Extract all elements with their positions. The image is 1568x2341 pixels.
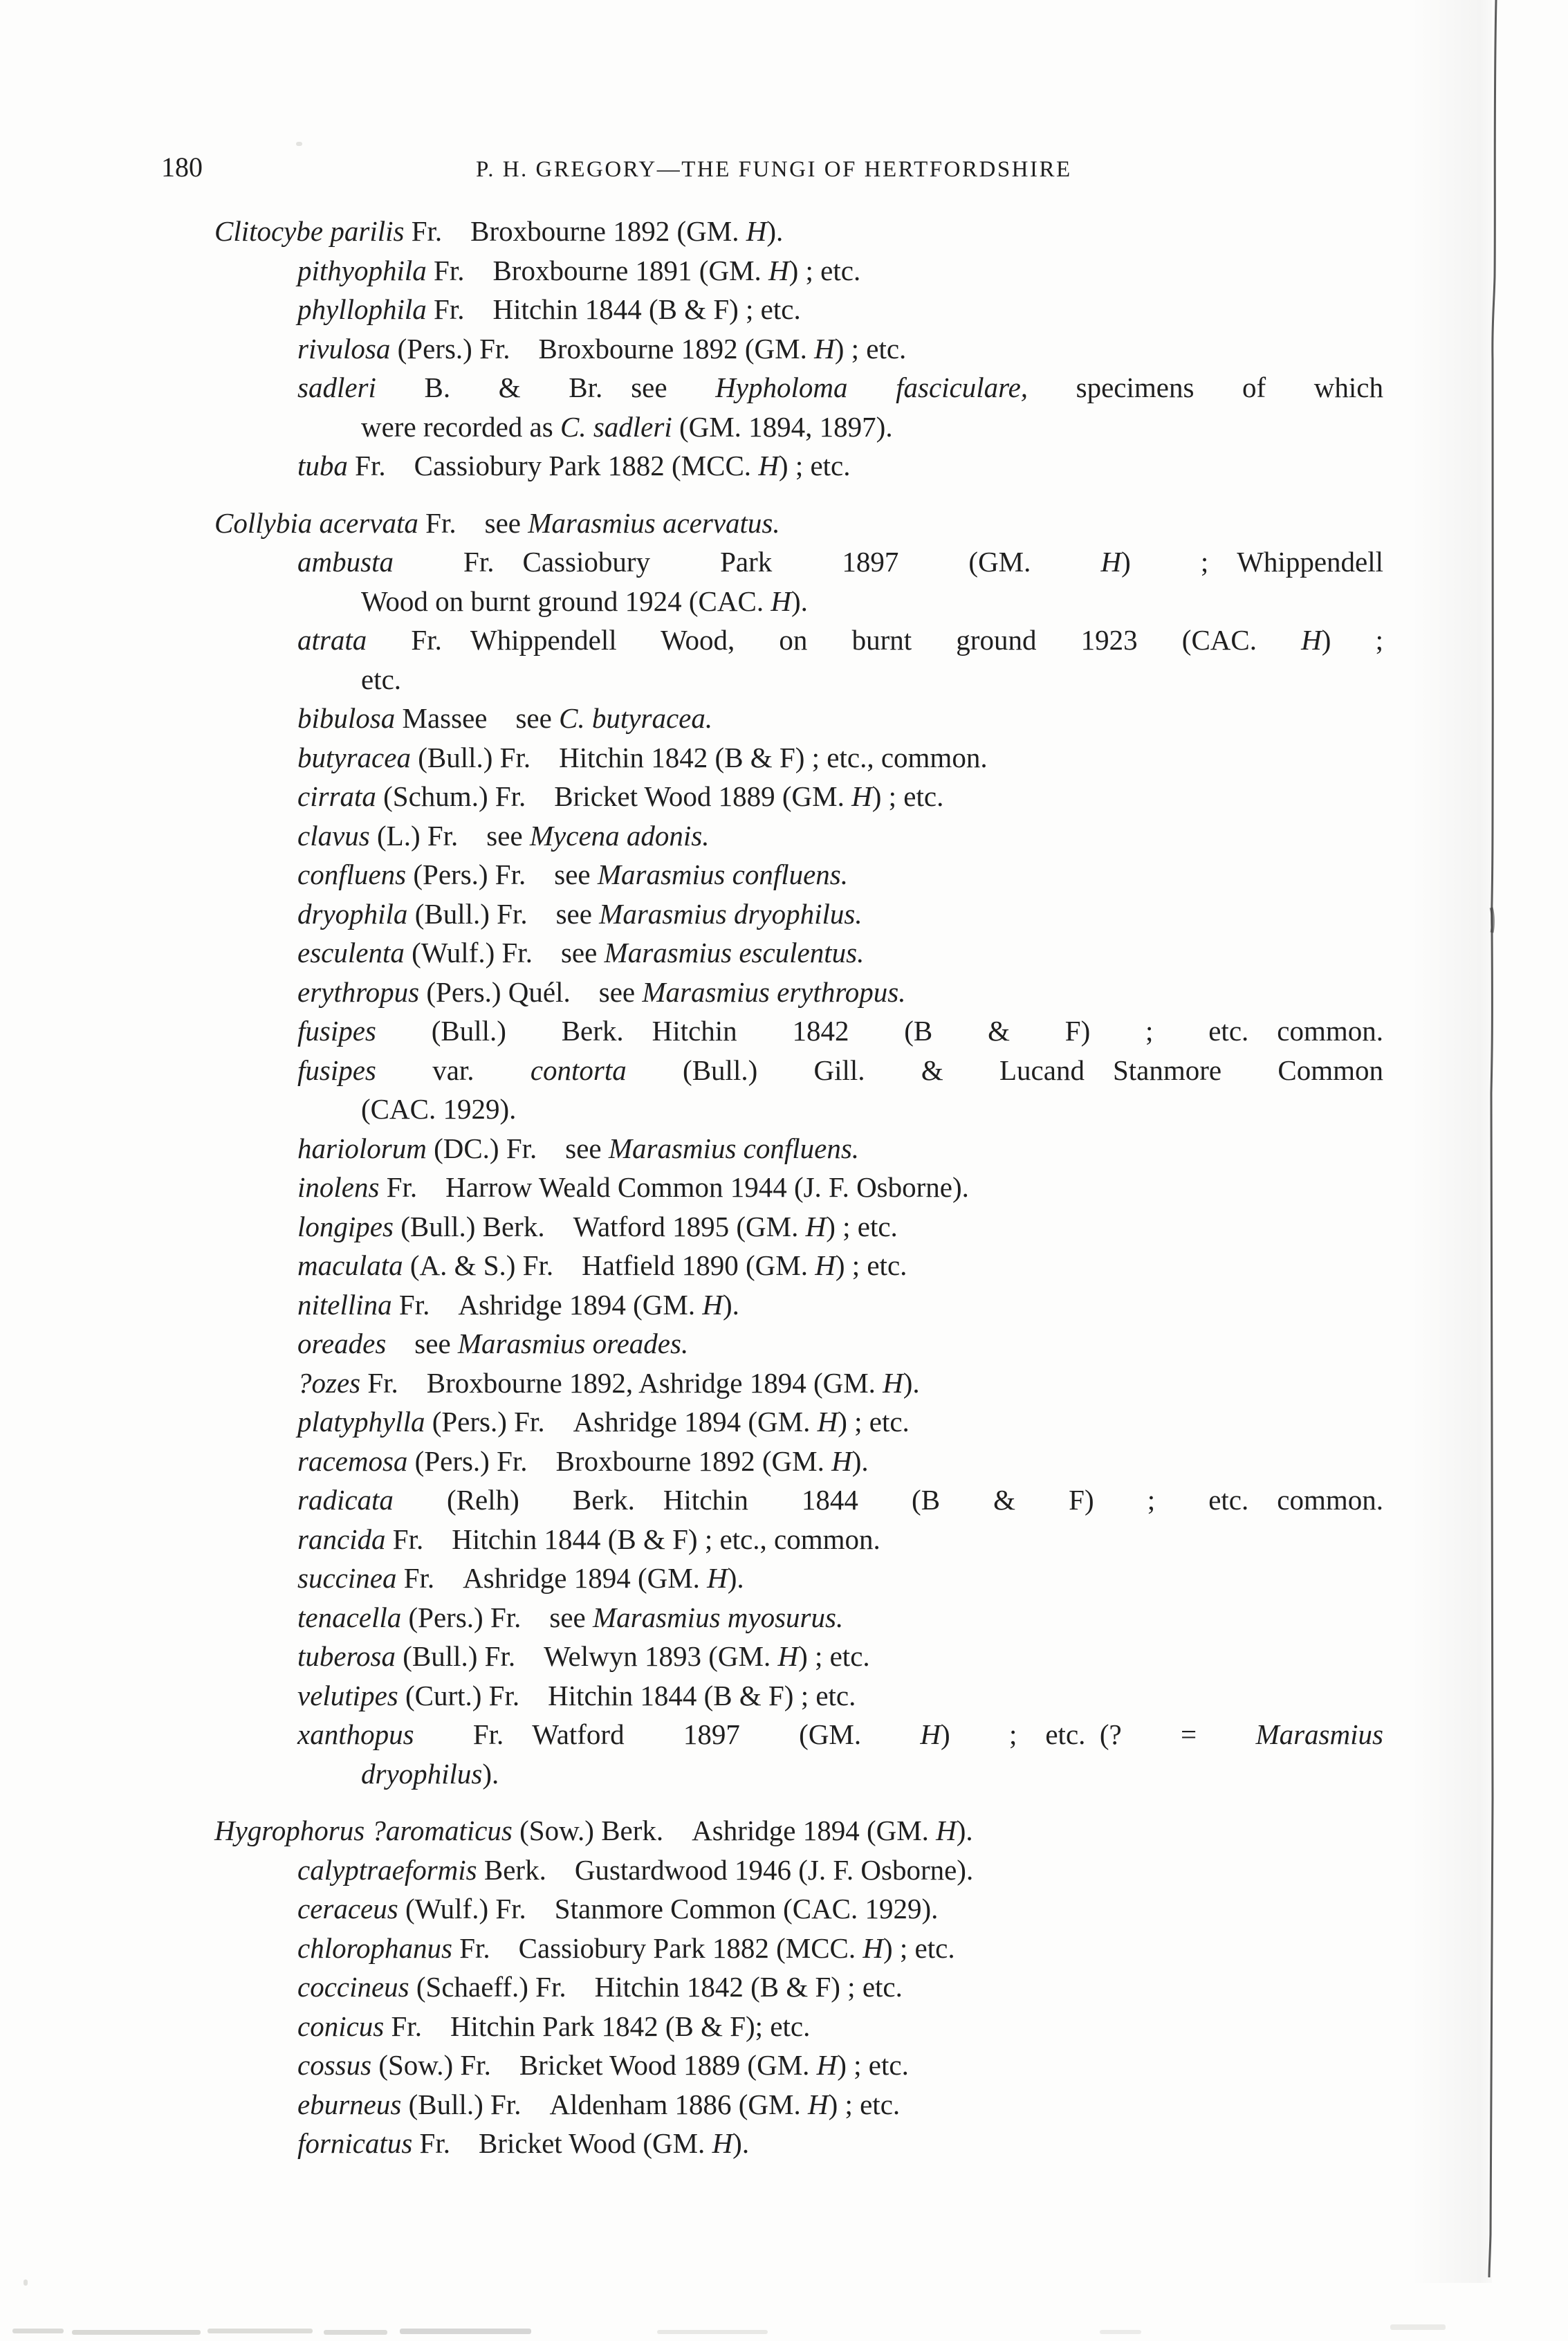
entry-line: oreades see Marasmius oreades. <box>297 1328 689 1359</box>
scan-smudge <box>12 2329 64 2333</box>
scan-smudge <box>657 2330 768 2334</box>
entry-line: phyllophila Fr. Hitchin 1844 (B & F) ; etc. <box>297 293 801 325</box>
entry-line: hariolorum (DC.) Fr. see Marasmius confluens. <box>297 1132 860 1164</box>
entry-line: pithyophila Fr. Broxbourne 1891 (GM. H) ; etc. <box>297 254 861 286</box>
entry-line: confluens (Pers.) Fr. see Marasmius confluens. <box>297 859 849 890</box>
scan-speck <box>296 142 302 146</box>
entry-line: sadleri B. & Br. see Hypholoma fasciculare, specimens of which <box>297 371 1383 403</box>
entry-line: Hygrophorus ?aromaticus (Sow.) Berk. Ashridge 1894 (GM. H). <box>214 1815 973 1846</box>
scan-speck <box>24 2279 28 2286</box>
scan-smudge <box>207 2329 313 2333</box>
entry-line: rancida Fr. Hitchin 1844 (B & F) ; etc., common. <box>297 1523 880 1555</box>
page-header <box>0 154 1568 188</box>
scan-smudge <box>1390 2324 1446 2330</box>
entry-line: tenacella (Pers.) Fr. see Marasmius myosurus. <box>297 1601 844 1633</box>
entry-line: coccineus (Schaeff.) Fr. Hitchin 1842 (B & F) ; etc. <box>297 1971 903 2003</box>
scan-smudge <box>72 2330 201 2335</box>
entry-line: platyphylla (Pers.) Fr. Ashridge 1894 (GM. H) ; etc. <box>297 1406 910 1438</box>
entry-line: conicus Fr. Hitchin Park 1842 (B & F); etc. <box>297 2010 811 2042</box>
entry-line: succinea Fr. Ashridge 1894 (GM. H). <box>297 1562 744 1594</box>
entry-line: calyptraeformis Berk. Gustardwood 1946 (J. F. Osborne). <box>297 1853 974 1886</box>
scan-smudge <box>1100 2330 1141 2334</box>
entry-line: nitellina Fr. Ashridge 1894 (GM. H). <box>297 1288 739 1321</box>
entry-line: cossus (Sow.) Fr. Bricket Wood 1889 (GM. H) ; etc. <box>297 2049 909 2081</box>
entries <box>214 212 1383 2163</box>
page-number: 180 <box>161 152 203 183</box>
running-title: P. H. GREGORY—THE FUNGI OF HERTFORDSHIRE <box>476 157 1072 182</box>
entry-line: dryophilus). <box>361 1757 499 1790</box>
entry-line: atrata Fr. Whippendell Wood, on burnt ground 1923 (CAC. H) ; <box>297 624 1383 656</box>
entry-line: maculata (A. & S.) Fr. Hatfield 1890 (GM. H) ; etc. <box>297 1249 907 1281</box>
entry-line: eburneus (Bull.) Fr. Aldenham 1886 (GM. H) ; etc. <box>297 2088 901 2120</box>
entry-line: xanthopus Fr. Watford 1897 (GM. H) ; etc. (? = Marasmius <box>297 1718 1383 1750</box>
entry-line: velutipes (Curt.) Fr. Hitchin 1844 (B & F) ; etc. <box>297 1679 856 1711</box>
entry-line: Collybia acervata Fr. see Marasmius acervatus. <box>214 506 780 539</box>
entry-line: radicata (Relh) Berk. Hitchin 1844 (B & F) ; etc. common. <box>297 1484 1383 1516</box>
entry-line: Clitocybe parilis Fr. Broxbourne 1892 (GM. H). <box>214 215 784 247</box>
entry-line: tuberosa (Bull.) Fr. Welwyn 1893 (GM. H) ; etc. <box>297 1640 870 1672</box>
entry-line: fusipes (Bull.) Berk. Hitchin 1842 (B & F) ; etc. common. <box>297 1015 1383 1047</box>
entry-line: were recorded as C. sadleri (GM. 1894, 1897). <box>361 410 893 443</box>
entry-line: ceraceus (Wulf.) Fr. Stanmore Common (CAC. 1929). <box>297 1893 939 1925</box>
scan-smudge <box>400 2329 531 2334</box>
entry-line: etc. <box>361 663 402 695</box>
entry-line: dryophila (Bull.) Fr. see Marasmius dryophilus. <box>297 897 863 930</box>
entry-line: fornicatus Fr. Bricket Wood (GM. H). <box>297 2127 750 2159</box>
entry-line: ?ozes Fr. Broxbourne 1892, Ashridge 1894 (GM. H). <box>297 1366 920 1399</box>
entry-line: cirrata (Schum.) Fr. Bricket Wood 1889 (GM. H) ; etc. <box>297 780 944 812</box>
page-edge-shadow <box>1411 0 1492 2283</box>
entry-line: inolens Fr. Harrow Weald Common 1944 (J. F. Osborne). <box>297 1171 969 1203</box>
entry-line: racemosa (Pers.) Fr. Broxbourne 1892 (GM. H). <box>297 1444 869 1477</box>
entry-line: ambusta Fr. Cassiobury Park 1897 (GM. H) ; Whippendell <box>297 546 1383 578</box>
entry-line: tuba Fr. Cassiobury Park 1882 (MCC. H) ; etc. <box>297 450 851 481</box>
species-section-hygrophorus <box>214 1811 1383 2163</box>
entry-line: Wood on burnt ground 1924 (CAC. H). <box>361 585 808 617</box>
entry-line: rivulosa (Pers.) Fr. Broxbourne 1892 (GM. H) ; etc. <box>297 332 907 365</box>
entry-line: erythropus (Pers.) Quél. see Marasmius erythropus. <box>297 975 906 1008</box>
entry-line: (CAC. 1929). <box>361 1093 517 1125</box>
entry-line: longipes (Bull.) Berk. Watford 1895 (GM. H) ; etc. <box>297 1210 898 1242</box>
entry-line: bibulosa Massee see C. butyracea. <box>297 702 713 734</box>
entry-line: clavus (L.) Fr. see Mycena adonis. <box>297 819 710 852</box>
entry-line: esculenta (Wulf.) Fr. see Marasmius esculentus. <box>297 937 865 968</box>
scan-smudge <box>324 2330 387 2335</box>
entry-line: fusipes var. contorta (Bull.) Gill. & Lucand Stanmore Common <box>297 1054 1384 1086</box>
page-body <box>214 212 1383 2163</box>
entry-line: chlorophanus Fr. Cassiobury Park 1882 (MCC. H) ; etc. <box>297 1931 955 1964</box>
species-section-clitocybe <box>214 212 1383 486</box>
entry-line: butyracea (Bull.) Fr. Hitchin 1842 (B & F) ; etc., common. <box>297 741 988 773</box>
species-section-collybia <box>214 504 1383 1794</box>
